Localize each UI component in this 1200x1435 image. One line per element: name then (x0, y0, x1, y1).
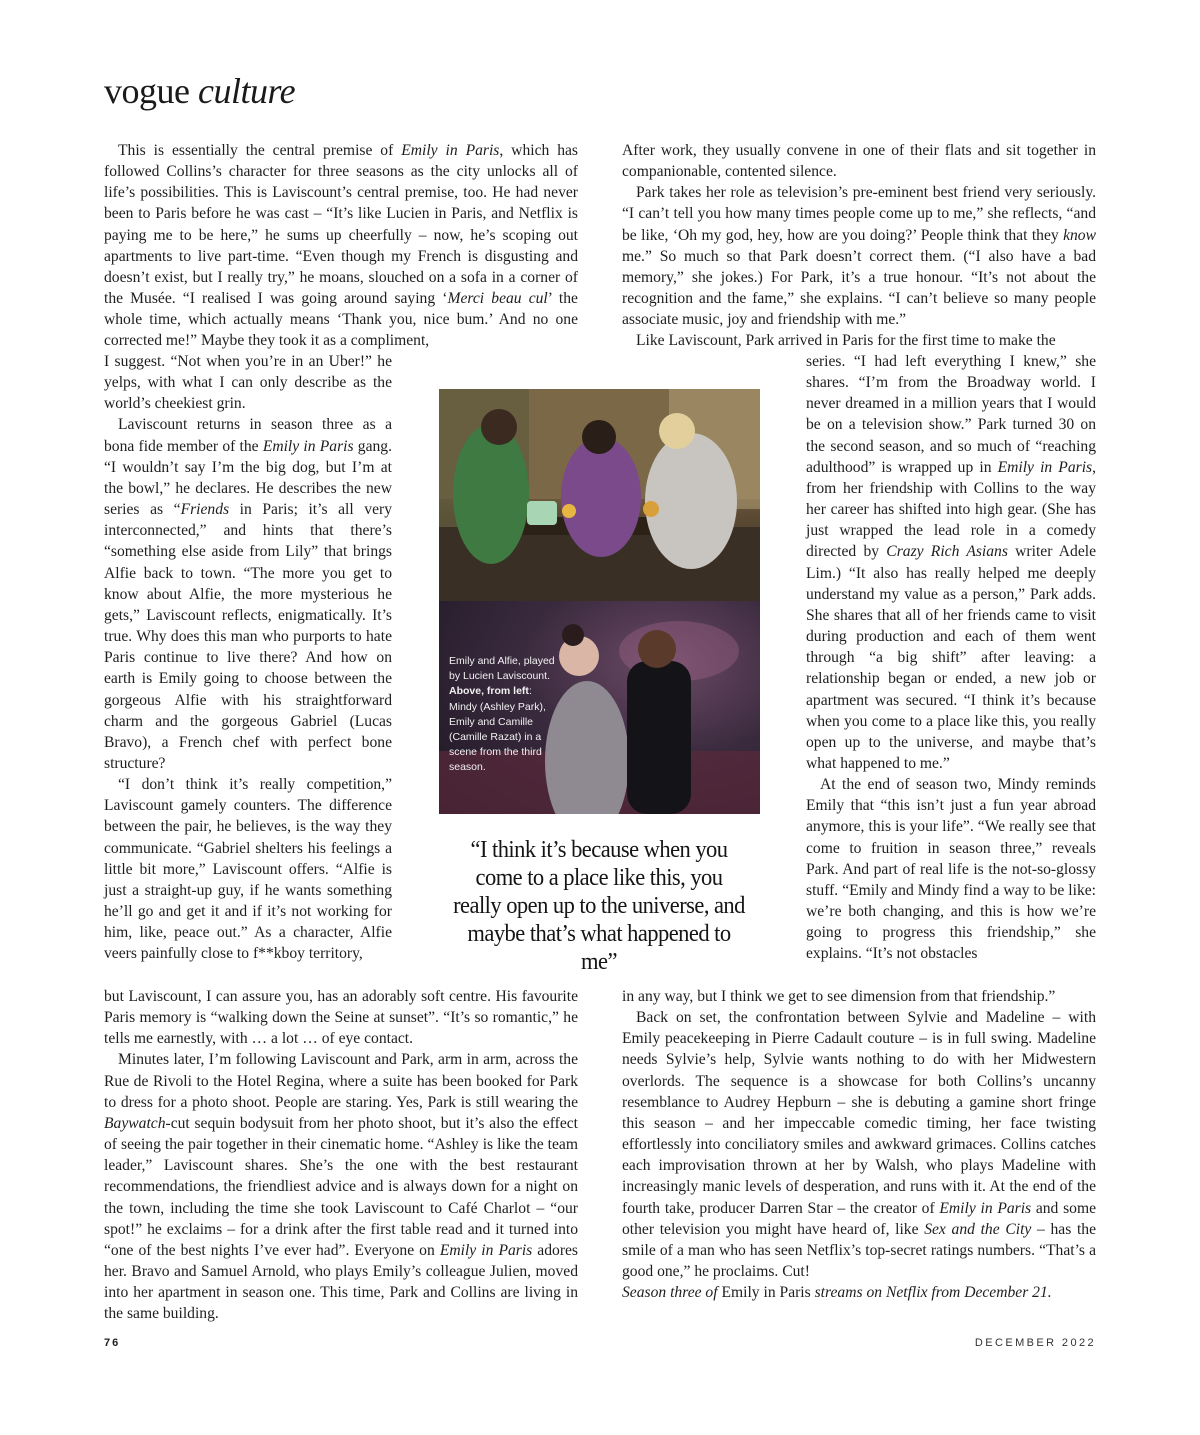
credit-line: Season three of Emily in Paris streams on Netflix from December 21. (622, 1284, 1052, 1302)
paragraph: but Laviscount, I can assure you, has an adorably soft centre. His favourite Paris memory is “walking down the Seine at sunset”. “It’s so romantic,” he tells me earnestly, with … a lot … of eye contact. (104, 988, 578, 1048)
caption-rest: : Mindy (Ashley Park), Emily and Camille (Camille Razat) in a scene from the third season. (449, 685, 546, 774)
photo-cafe-scene (439, 389, 760, 601)
masthead-brand: vogue (104, 71, 190, 111)
page-number: 76 (104, 1337, 121, 1349)
paragraph: series. “I had left everything I knew,” she shares. “I’m from the Broadway world. I never dreamed in a million years that I would be on a television show.” Park turned 30 on the second season, and so much of “reaching adulthood” is wrapped up in Emily in Paris, from her friendship with Collins to the way her career has shifted into high gear. (She has just wrapped the lead role in a comedy directed by Crazy Rich Asians writer Adele Lim.) “It also has really helped me deeply understand my value as a person,” Park adds. She shares that all of her friends came to visit during production and each of them went through “a big shift” after leaving: a relationship began or ended, a new job or apartment was secured. “I think it’s because when you come to a place like this, you really open up to the universe, and maybe that’s what happened to me.” (806, 353, 1097, 772)
paragraph: Back on set, the confrontation between Sylvie and Madeline – with Emily peacekeeping in Pierre Cadault couture – is in full swing. Madeline needs Sylvie’s help, Sylvie wants nothing to do with her Midwestern overlords. The sequence is a showcase for both Collins’s uncanny resemblance to Audrey Hepburn – she is debuting a gamine short fringe this season – and her impeccable comedic timing, her face twisting effortlessly into conciliatory smiles and awkward grimaces. Collins catches each improvisation thrown at her by Walsh, who plays Madeline with increasingly manic levels of desperation, and runs with it. At the end of the fourth take, producer Darren Star – the creator of Emily in Paris and some other television you might have heard of, like Sex and the City – has the smile of a man who has seen Netflix’s top-secret ratings numbers. “That’s a good one,” he proclaims. Cut! (622, 1009, 1096, 1281)
paragraph: I suggest. “Not when you’re in an Uber!” he yelps, with what I can only describe as the world’s cheekiest grin. (104, 353, 392, 413)
column-left-narrow (104, 351, 392, 965)
caption-lead: Emily and Alfie, played by Lucien Laviscount. (449, 655, 555, 683)
column-right-top (622, 140, 1096, 352)
pull-quote: “I think it’s because when you come to a place like this, you really open up to the universe, and maybe that’s what happened to me” (453, 836, 745, 975)
column-left-top (104, 140, 578, 352)
photo-cafe-illustration (439, 389, 760, 601)
column-left-bottom (104, 986, 578, 1325)
paragraph: Park takes her role as television’s pre-eminent best friend very seriously. “I can’t tell you how many times people come up to me,” she reflects, “and be like, ‘Oh my god, hey, how are you doing?’ People think that they know me.” So much so that Park doesn’t correct them. (“I also have a bad memory,” she jokes.) For Park, it’s a true honour. “It’s not about the recognition and the fame,” she explains. “I can’t believe so many people associate music, joy and friendship with me.” (622, 184, 1096, 329)
photo-caption (449, 654, 559, 776)
paragraph: Laviscount returns in season three as a bona fide member of the Emily in Paris gang. “I wouldn’t say I’m the big dog, but I’m at the bowl,” he declares. He describes the new series as “Friends in Paris; it’s all very interconnected,” and hints that there’s “something else aside from Lily” that brings Alfie back to town. “The more you get to know about Alfie, the more mysterious he gets,” Laviscount reflects, enigmatically. It’s true. Why does this man who purports to hate Paris continue to live there? And how on earth is Emily going to choose between the gorgeous Alfie with his straightforward charm and the gorgeous Gabriel (Lucas Bravo), a French chef with perfect bone structure? (104, 416, 392, 772)
issue-date: DECEMBER 2022 (974, 1337, 1096, 1349)
column-right-bottom (622, 986, 1096, 1303)
column-right-narrow (806, 351, 1096, 965)
caption-label: Above, from left (449, 685, 529, 698)
paragraph: At the end of season two, Mindy reminds Emily that “this isn’t just a fun year abroad anymore, this is your life”. “We really see that come to fruition in season three,” reveals Park. And part of real life is the not-so-glossy stuff. “Emily and Mindy find a way to be like: we’re both changing, and this is how we’re going to progress this friendship,” she explains. “It’s not obstacles (806, 776, 1096, 963)
paragraph: This is essentially the central premise of Emily in Paris, which has followed Collins’s character for three seasons as the city unlocks all of life’s possibilities. This is Laviscount’s central premise, too. He had never been to Paris before he was cast – “It’s like Lucien in Paris, and Netflix is paying me to be here,” he sums up cheerfully – now, he’s scoping out apartments to live part-time. “Even though my French is disgusting and doesn’t exist, but I really try,” he moans, slouched on a sofa in a corner of the Musée. “I realised I was going around saying ‘Merci beau cul’ the whole time, which actually means ‘Thank you, nice bum.’ And no one corrected me!” Maybe they took it as a compliment, (104, 142, 578, 350)
paragraph: “I don’t think it’s really competition,” Laviscount gamely counters. The difference between the pair, he believes, is the way they communicate. “Gabriel shelters his feelings a little bit more,” Laviscount offers. “Alfie is just a straight-up guy, if he wants something he’ll go and get it and if it’s not working for him, like, peace out.” As a character, Alfie veers painfully close to f**kboy territory, (104, 776, 392, 963)
paragraph: Minutes later, I’m following Laviscount and Park, arm in arm, across the Rue de Rivoli to the Hotel Regina, where a suite has been booked for Park to dress for a photo shoot. People are staring. Yes, Park is still wearing the Baywatch-cut sequin bodysuit from her photo shoot, but it’s also the effect of seeing the pair together in their cinematic home. “Ashley is like the team leader,” Laviscount shares. She’s the one with the best restaurant recommendations, the friendliest advice and is always down for a night on the town, including the time she took Laviscount to Café Charlot – “our spot!” he exclaims – for a drink after the first table read and it turned into “one of the best nights I’ve ever had”. Everyone on Emily in Paris adores her. Bravo and Samuel Arnold, who plays Emily’s colleague Julien, moved into her apartment in season one. This time, Park and Collins are living in the same building. (104, 1051, 578, 1323)
paragraph: in any way, but I think we get to see dimension from that friendship.” (622, 988, 1056, 1005)
paragraph: After work, they usually convene in one of their flats and sit together in companionable, contented silence. (622, 142, 1096, 181)
paragraph: Like Laviscount, Park arrived in Paris for the first time to make the (636, 332, 1056, 350)
masthead (104, 70, 295, 112)
masthead-section: culture (197, 71, 296, 111)
